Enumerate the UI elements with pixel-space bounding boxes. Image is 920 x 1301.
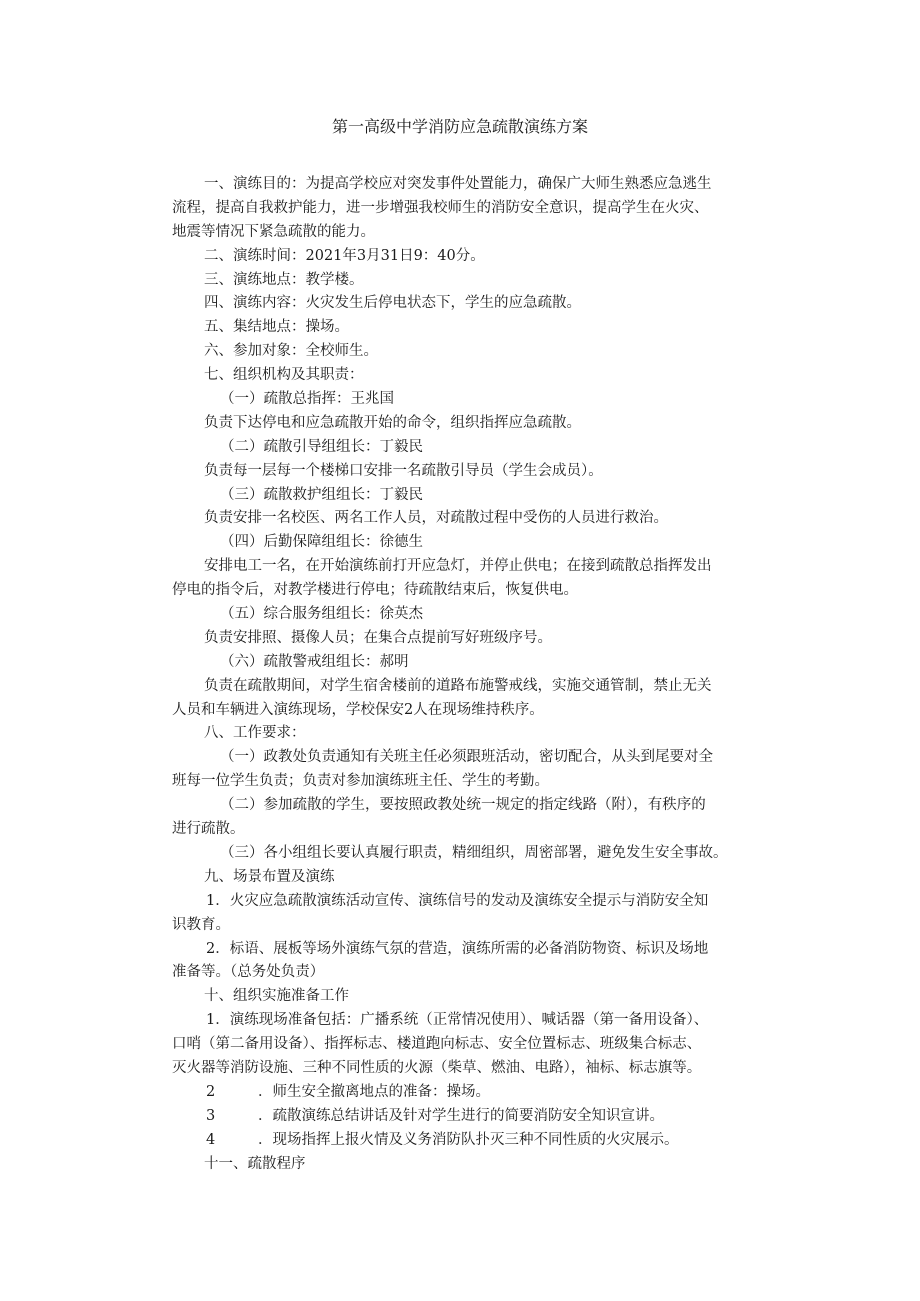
scene-2-line-1: 2．标语、展板等场外演练气氛的营造，演练所需的必备消防物资、标识及场地 [206, 940, 709, 957]
prep-1-line-1: 1．演练现场准备包括：广播系统（正常情况使用）、喊话器（第一备用设备）、 [206, 1012, 709, 1029]
org-4-duty-1: 安排电工一名，在开始演练前打开应急灯，并停止供电；在接到疏散总指挥发出 [204, 558, 712, 575]
org-3-duty: 负责安排一名校医、两名工作人员，对疏散过程中受伤的人员进行救治。 [204, 510, 668, 527]
org-heading: 七、组织机构及其职责： [204, 367, 364, 384]
requirements-heading: 八、工作要求： [204, 725, 306, 742]
evacuation-heading: 十一、疏散程序 [204, 1155, 306, 1172]
org-3-head: （三）疏散救护组组长：丁毅民 [220, 486, 423, 503]
org-5-duty: 负责安排照、摄像人员；在集合点提前写好班级序号。 [204, 629, 552, 646]
prep-item-2-number: 2 [206, 1083, 216, 1100]
prep-item-2-text: ．师生安全撤离地点的准备：操场。 [258, 1083, 490, 1100]
scene-heading: 九、场景布置及演练 [204, 868, 335, 885]
purpose-line-2: 流程，提高自我救护能力，进一步增强我校师生的消防安全意识，提高学生在火灾、 [172, 199, 709, 216]
org-1-duty: 负责下达停电和应急疏散开始的命令，组织指挥应急疏散。 [204, 414, 581, 431]
prep-item-4-number: 4 [206, 1131, 216, 1148]
prep-item-3-text: ．疏散演练总结讲话及针对学生进行的简要消防安全知识宣讲。 [258, 1107, 664, 1124]
req-3-line-1: （三）各小组组长要认真履行职责，精细组织，周密部署，避免发生安全事故。 [220, 844, 728, 861]
org-5-head: （五）综合服务组组长：徐英杰 [220, 606, 423, 623]
purpose-line-3: 地震等情况下紧急疏散的能力。 [172, 223, 375, 240]
scene-2-line-2: 准备等。（总务处负责） [172, 964, 325, 981]
scene-1-line-2: 识教育。 [172, 916, 230, 933]
prep-item-2 [172, 1081, 752, 1105]
org-6-duty-1: 负责在疏散期间，对学生宿舍楼前的道路布施警戒线，实施交通管制，禁止无关 [204, 677, 712, 694]
prep-1-line-3: 灭火器等消防设施、三种不同性质的火源（柴草、燃油、电路），袖标、标志旗等。 [172, 1059, 702, 1076]
drill-content: 四、演练内容：火灾发生后停电状态下，学生的应急疏散。 [204, 295, 581, 312]
drill-time: 二、演练时间：2021年3月31日9：40分。 [204, 247, 485, 264]
prep-item-4-text: ．现场指挥上报火情及义务消防队扑灭三种不同性质的火灾展示。 [258, 1131, 679, 1148]
req-2-line-2: 进行疏散。 [172, 821, 245, 838]
org-2-duty: 负责每一层每一个楼梯口安排一名疏散引导员（学生会成员）。 [204, 462, 603, 479]
document-title: 第一高级中学消防应急疏散演练方案 [331, 117, 588, 136]
req-1-line-2: 班每一位学生负责；负责对参加演练班主任、学生的考勤。 [172, 773, 549, 790]
req-2-line-1: （二）参加疏散的学生，要按照政教处统一规定的指定线路（附），有秩序的 [220, 797, 706, 814]
prep-item-3 [172, 1105, 752, 1129]
org-4-duty-2: 停电的指令后，对教学楼进行停电；待疏散结束后，恢复供电。 [172, 582, 578, 599]
participants: 六、参加对象：全校师生。 [204, 343, 378, 360]
org-1-head: （一）疏散总指挥：王兆国 [220, 391, 394, 408]
org-6-duty-2: 人员和车辆进入演练现场，学校保安2人在现场维持秩序。 [172, 701, 544, 718]
document-body [172, 173, 752, 1176]
prep-heading: 十、组织实施准备工作 [204, 988, 349, 1005]
purpose-line-1: 一、演练目的：为提高学校应对突发事件处置能力，确保广大师生熟悉应急逃生 [204, 176, 712, 192]
assembly-point: 五、集结地点：操场。 [204, 319, 349, 336]
prep-1-line-2: 口哨（第二备用设备）、指挥标志、楼道跑向标志、安全位置标志、班级集合标志、 [172, 1036, 702, 1053]
req-1-line-1: （一）政教处负责通知有关班主任必须跟班活动，密切配合，从头到尾要对全 [220, 749, 713, 766]
drill-location: 三、演练地点：教学楼。 [204, 271, 364, 288]
org-4-head: （四）后勤保障组组长：徐德生 [220, 534, 423, 551]
org-6-head: （六）疏散警戒组组长：郝明 [220, 653, 409, 670]
org-2-head: （二）疏散引导组组长：丁毅民 [220, 438, 423, 455]
scene-1-line-1: 1．火灾应急疏散演练活动宣传、演练信号的发动及演练安全提示与消防安全知 [206, 892, 709, 909]
prep-item-3-number: 3 [206, 1107, 216, 1124]
prep-item-4 [172, 1129, 752, 1153]
